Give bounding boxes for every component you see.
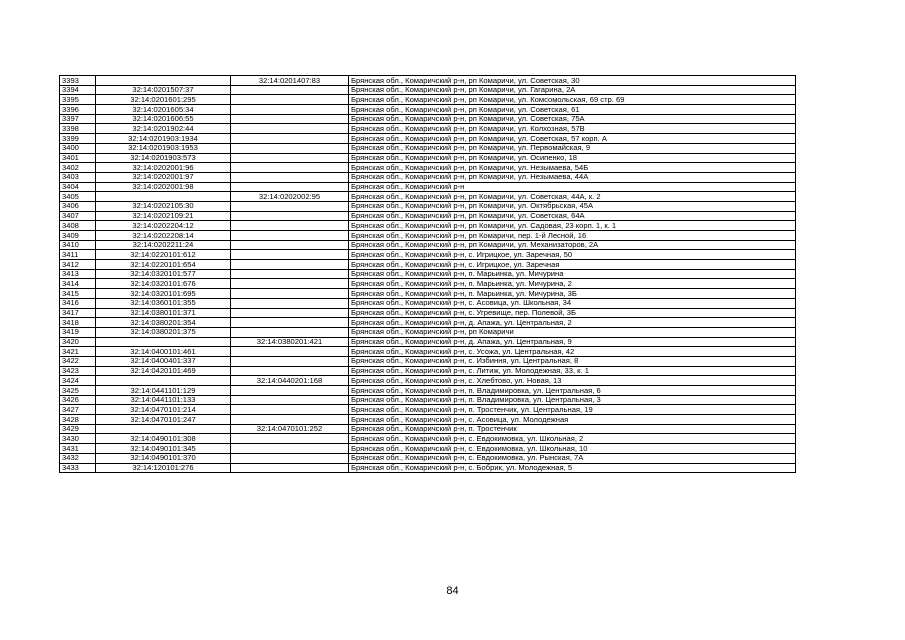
row-number-cell: 3407 — [60, 211, 96, 221]
cadastral-number-cell — [96, 376, 231, 386]
address-cell: Брянская обл., Комаричский р-н, рп Комаричи, ул. Советская, 30 — [349, 76, 796, 86]
building-cadastral-number-cell — [231, 279, 349, 289]
address-cell: Брянская обл., Комаричский р-н, п. Марьинка, ул. Мичурина — [349, 269, 796, 279]
cadastral-number-cell: 32:14:0490101:370 — [96, 453, 231, 463]
table-row — [60, 327, 796, 337]
address-cell: Брянская обл., Комаричский р-н, с. Избиння, ул. Центральная, 8 — [349, 356, 796, 366]
building-cadastral-number-cell — [231, 221, 349, 231]
row-number-cell: 3409 — [60, 231, 96, 241]
table-row — [60, 211, 796, 221]
cadastral-number-cell: 32:14:120101:276 — [96, 463, 231, 473]
row-number-cell: 3422 — [60, 356, 96, 366]
address-cell: Брянская обл., Комаричский р-н, с. Игрицкое, ул. Заречная — [349, 260, 796, 270]
address-cell: Брянская обл., Комаричский р-н, с. Литиж, ул. Молодежная, 33, к. 1 — [349, 366, 796, 376]
address-cell: Брянская обл., Комаричский р-н, рп Комаричи, ул. Осипенко, 18 — [349, 153, 796, 163]
table-row — [60, 192, 796, 202]
address-cell: Брянская обл., Комаричский р-н, рп Комаричи, ул. Незымаева, 54Б — [349, 163, 796, 173]
address-cell: Брянская обл., Комаричский р-н, рп Комаричи, ул. Октябрьская, 45А — [349, 201, 796, 211]
cadastral-number-cell: 32:14:0360101:355 — [96, 298, 231, 308]
table-row — [60, 231, 796, 241]
address-cell: Брянская обл., Комаричский р-н — [349, 182, 796, 192]
address-cell: Брянская обл., Комаричский р-н, с. Угревище, пер. Полевой, 3Б — [349, 308, 796, 318]
row-number-cell: 3404 — [60, 182, 96, 192]
cadastral-number-cell: 32:14:0320101:676 — [96, 279, 231, 289]
building-cadastral-number-cell — [231, 124, 349, 134]
table-row — [60, 405, 796, 415]
row-number-cell: 3410 — [60, 240, 96, 250]
row-number-cell: 3429 — [60, 424, 96, 434]
cadastral-number-cell: 32:14:0201507:37 — [96, 85, 231, 95]
address-cell: Брянская обл., Комаричский р-н, рп Комаричи, ул. Советская, 44А, к. 2 — [349, 192, 796, 202]
building-cadastral-number-cell — [231, 163, 349, 173]
table-row — [60, 308, 796, 318]
row-number-cell: 3426 — [60, 395, 96, 405]
cadastral-number-cell: 32:14:0202001:97 — [96, 172, 231, 182]
building-cadastral-number-cell — [231, 260, 349, 270]
building-cadastral-number-cell — [231, 415, 349, 425]
building-cadastral-number-cell — [231, 453, 349, 463]
building-cadastral-number-cell — [231, 347, 349, 357]
address-cell: Брянская обл., Комаричский р-н, рп Комаричи, ул. Колхозная, 57В — [349, 124, 796, 134]
row-number-cell: 3424 — [60, 376, 96, 386]
building-cadastral-number-cell — [231, 386, 349, 396]
cadastral-number-cell: 32:14:0470101:214 — [96, 405, 231, 415]
row-number-cell: 3406 — [60, 201, 96, 211]
table-row — [60, 153, 796, 163]
table-row — [60, 221, 796, 231]
address-cell: Брянская обл., Комаричский р-н, с. Хлебтово, ул. Новая, 13 — [349, 376, 796, 386]
address-cell: Брянская обл., Комаричский р-н, с. Бобрик, ул. Молодежная, 5 — [349, 463, 796, 473]
cadastral-number-cell: 32:14:0220101:612 — [96, 250, 231, 260]
cadastral-number-cell: 32:14:0490101:308 — [96, 434, 231, 444]
table-row — [60, 76, 796, 86]
building-cadastral-number-cell — [231, 366, 349, 376]
building-cadastral-number-cell — [231, 95, 349, 105]
table-row — [60, 201, 796, 211]
registry-table-body — [60, 76, 796, 473]
table-row — [60, 463, 796, 473]
building-cadastral-number-cell — [231, 269, 349, 279]
cadastral-number-cell: 32:14:0320101:577 — [96, 269, 231, 279]
table-row — [60, 124, 796, 134]
table-row — [60, 240, 796, 250]
row-number-cell: 3431 — [60, 444, 96, 454]
table-row — [60, 269, 796, 279]
row-number-cell: 3401 — [60, 153, 96, 163]
row-number-cell: 3421 — [60, 347, 96, 357]
cadastral-number-cell: 32:14:0380201:354 — [96, 318, 231, 328]
row-number-cell: 3400 — [60, 143, 96, 153]
table-row — [60, 182, 796, 192]
row-number-cell: 3433 — [60, 463, 96, 473]
row-number-cell: 3395 — [60, 95, 96, 105]
building-cadastral-number-cell — [231, 298, 349, 308]
cadastral-number-cell: 32:14:0441101:129 — [96, 386, 231, 396]
address-cell: Брянская обл., Комаричский р-н, рп Комаричи, пер. 1-й Лесной, 16 — [349, 231, 796, 241]
address-cell: Брянская обл., Комаричский р-н, рп Комаричи, ул. Советская, 75А — [349, 114, 796, 124]
cadastral-number-cell: 32:14:0380201:375 — [96, 327, 231, 337]
table-row — [60, 318, 796, 328]
building-cadastral-number-cell — [231, 201, 349, 211]
building-cadastral-number-cell: 32:14:0380201:421 — [231, 337, 349, 347]
address-cell: Брянская обл., Комаричский р-н, рп Комаричи, ул. Механизаторов, 2А — [349, 240, 796, 250]
address-cell: Брянская обл., Комаричский р-н, с. Евдокимовка, ул. Школьная, 10 — [349, 444, 796, 454]
table-row — [60, 298, 796, 308]
address-cell: Брянская обл., Комаричский р-н, рп Комаричи, ул. Первомайская, 9 — [349, 143, 796, 153]
building-cadastral-number-cell: 32:14:0202002:95 — [231, 192, 349, 202]
table-row — [60, 250, 796, 260]
row-number-cell: 3412 — [60, 260, 96, 270]
address-cell: Брянская обл., Комаричский р-н, с. Игрицкое, ул. Заречная, 50 — [349, 250, 796, 260]
row-number-cell: 3425 — [60, 386, 96, 396]
table-row — [60, 366, 796, 376]
cadastral-number-cell — [96, 192, 231, 202]
cadastral-number-cell: 32:14:0380101:371 — [96, 308, 231, 318]
address-cell: Брянская обл., Комаричский р-н, с. Усожа, ул. Центральная, 42 — [349, 347, 796, 357]
row-number-cell: 3415 — [60, 289, 96, 299]
row-number-cell: 3405 — [60, 192, 96, 202]
row-number-cell: 3402 — [60, 163, 96, 173]
building-cadastral-number-cell — [231, 395, 349, 405]
cadastral-number-cell: 32:14:0201903:1934 — [96, 134, 231, 144]
cadastral-number-cell: 32:14:0441101:133 — [96, 395, 231, 405]
address-cell: Брянская обл., Комаричский р-н, д. Апажа, ул. Центральная, 9 — [349, 337, 796, 347]
building-cadastral-number-cell — [231, 444, 349, 454]
address-cell: Брянская обл., Комаричский р-н, рп Комаричи, ул. Гагарина, 2А — [349, 85, 796, 95]
building-cadastral-number-cell — [231, 182, 349, 192]
cadastral-number-cell: 32:14:0202208:14 — [96, 231, 231, 241]
address-cell: Брянская обл., Комаричский р-н, п. Тростенчик, ул. Центральная, 19 — [349, 405, 796, 415]
cadastral-number-cell: 32:14:0201605:34 — [96, 105, 231, 115]
building-cadastral-number-cell — [231, 143, 349, 153]
table-row — [60, 424, 796, 434]
table-row — [60, 172, 796, 182]
address-cell: Брянская обл., Комаричский р-н, с. Евдокимовка, ул. Школьная, 2 — [349, 434, 796, 444]
row-number-cell: 3408 — [60, 221, 96, 231]
table-row — [60, 289, 796, 299]
page-number: 84 — [446, 585, 459, 597]
cadastral-number-cell: 32:14:0202109:21 — [96, 211, 231, 221]
table-row — [60, 105, 796, 115]
cadastral-number-cell: 32:14:0400101:461 — [96, 347, 231, 357]
address-cell: Брянская обл., Комаричский р-н, рп Комаричи — [349, 327, 796, 337]
table-row — [60, 453, 796, 463]
row-number-cell: 3394 — [60, 85, 96, 95]
row-number-cell: 3430 — [60, 434, 96, 444]
cadastral-number-cell — [96, 76, 231, 86]
building-cadastral-number-cell: 32:14:0470101:252 — [231, 424, 349, 434]
table-row — [60, 163, 796, 173]
table-row — [60, 444, 796, 454]
building-cadastral-number-cell — [231, 240, 349, 250]
row-number-cell: 3397 — [60, 114, 96, 124]
building-cadastral-number-cell — [231, 318, 349, 328]
table-row — [60, 386, 796, 396]
building-cadastral-number-cell — [231, 114, 349, 124]
table-row — [60, 85, 796, 95]
cadastral-number-cell: 32:14:0420101:469 — [96, 366, 231, 376]
building-cadastral-number-cell — [231, 172, 349, 182]
row-number-cell: 3432 — [60, 453, 96, 463]
row-number-cell: 3416 — [60, 298, 96, 308]
building-cadastral-number-cell — [231, 405, 349, 415]
building-cadastral-number-cell: 32:14:0201407:83 — [231, 76, 349, 86]
table-row — [60, 395, 796, 405]
building-cadastral-number-cell — [231, 211, 349, 221]
cadastral-number-cell: 32:14:0202211:24 — [96, 240, 231, 250]
building-cadastral-number-cell — [231, 308, 349, 318]
address-cell: Брянская обл., Комаричский р-н, с. Асовица, ул. Молодежная — [349, 415, 796, 425]
address-cell: Брянская обл., Комаричский р-н, рп Комаричи, ул. Садовая, 23 корп. 1, к. 1 — [349, 221, 796, 231]
cadastral-number-cell: 32:14:0201606:55 — [96, 114, 231, 124]
address-cell: Брянская обл., Комаричский р-н, п. Тростенчик — [349, 424, 796, 434]
row-number-cell: 3398 — [60, 124, 96, 134]
cadastral-number-cell: 32:14:0202204:12 — [96, 221, 231, 231]
table-row — [60, 376, 796, 386]
address-cell: Брянская обл., Комаричский р-н, с. Асовица, ул. Школьная, 34 — [349, 298, 796, 308]
address-cell: Брянская обл., Комаричский р-н, рп Комаричи, ул. Комсомольская, 69 стр. 69 — [349, 95, 796, 105]
cadastral-number-cell: 32:14:0470101:247 — [96, 415, 231, 425]
cadastral-number-cell: 32:14:0490101:345 — [96, 444, 231, 454]
address-cell: Брянская обл., Комаричский р-н, п. Владимировка, ул. Центральная, 3 — [349, 395, 796, 405]
cadastral-number-cell: 32:14:0201903:1953 — [96, 143, 231, 153]
cadastral-registry-table — [59, 75, 796, 473]
cadastral-number-cell: 32:14:0320101:695 — [96, 289, 231, 299]
table-row — [60, 415, 796, 425]
table-row — [60, 95, 796, 105]
row-number-cell: 3396 — [60, 105, 96, 115]
row-number-cell: 3411 — [60, 250, 96, 260]
address-cell: Брянская обл., Комаричский р-н, д. Апажа, ул. Центральная, 2 — [349, 318, 796, 328]
address-cell: Брянская обл., Комаричский р-н, п. Владимировка, ул. Центральная, 6 — [349, 386, 796, 396]
row-number-cell: 3399 — [60, 134, 96, 144]
cadastral-number-cell: 32:14:0202001:96 — [96, 163, 231, 173]
cadastral-number-cell: 32:14:0202001:98 — [96, 182, 231, 192]
cadastral-number-cell: 32:14:0400401:337 — [96, 356, 231, 366]
building-cadastral-number-cell — [231, 85, 349, 95]
table-row — [60, 143, 796, 153]
cadastral-number-cell — [96, 337, 231, 347]
cadastral-number-cell: 32:14:0220101:654 — [96, 260, 231, 270]
row-number-cell: 3419 — [60, 327, 96, 337]
building-cadastral-number-cell — [231, 289, 349, 299]
table-row — [60, 434, 796, 444]
table-row — [60, 347, 796, 357]
table-row — [60, 356, 796, 366]
building-cadastral-number-cell — [231, 250, 349, 260]
cadastral-number-cell: 32:14:0201902:44 — [96, 124, 231, 134]
building-cadastral-number-cell — [231, 134, 349, 144]
row-number-cell: 3418 — [60, 318, 96, 328]
building-cadastral-number-cell — [231, 327, 349, 337]
address-cell: Брянская обл., Комаричский р-н, с. Евдокимовка, ул. Рынская, 7А — [349, 453, 796, 463]
cadastral-number-cell — [96, 424, 231, 434]
address-cell: Брянская обл., Комаричский р-н, рп Комаричи, ул. Незымаева, 44А — [349, 172, 796, 182]
table-row — [60, 260, 796, 270]
row-number-cell: 3393 — [60, 76, 96, 86]
building-cadastral-number-cell — [231, 463, 349, 473]
table-row — [60, 279, 796, 289]
building-cadastral-number-cell — [231, 231, 349, 241]
row-number-cell: 3427 — [60, 405, 96, 415]
row-number-cell: 3417 — [60, 308, 96, 318]
building-cadastral-number-cell — [231, 434, 349, 444]
cadastral-number-cell: 32:14:0201903:573 — [96, 153, 231, 163]
building-cadastral-number-cell — [231, 153, 349, 163]
building-cadastral-number-cell — [231, 356, 349, 366]
address-cell: Брянская обл., Комаричский р-н, рп Комаричи, ул. Советская, 64А — [349, 211, 796, 221]
address-cell: Брянская обл., Комаричский р-н, п. Марьинка, ул. Мичурина, 3Б — [349, 289, 796, 299]
row-number-cell: 3423 — [60, 366, 96, 376]
table-row — [60, 114, 796, 124]
address-cell: Брянская обл., Комаричский р-н, п. Марьинка, ул. Мичурина, 2 — [349, 279, 796, 289]
row-number-cell: 3413 — [60, 269, 96, 279]
address-cell: Брянская обл., Комаричский р-н, рп Комаричи, ул. Советская, 61 — [349, 105, 796, 115]
table-row — [60, 337, 796, 347]
table-row — [60, 134, 796, 144]
row-number-cell: 3403 — [60, 172, 96, 182]
row-number-cell: 3428 — [60, 415, 96, 425]
row-number-cell: 3414 — [60, 279, 96, 289]
address-cell: Брянская обл., Комаричский р-н, рп Комаричи, ул. Советская, 57 корп. А — [349, 134, 796, 144]
cadastral-number-cell: 32:14:0202105:30 — [96, 201, 231, 211]
building-cadastral-number-cell — [231, 105, 349, 115]
cadastral-number-cell: 32:14:0201601:295 — [96, 95, 231, 105]
row-number-cell: 3420 — [60, 337, 96, 347]
building-cadastral-number-cell: 32:14:0440201:168 — [231, 376, 349, 386]
